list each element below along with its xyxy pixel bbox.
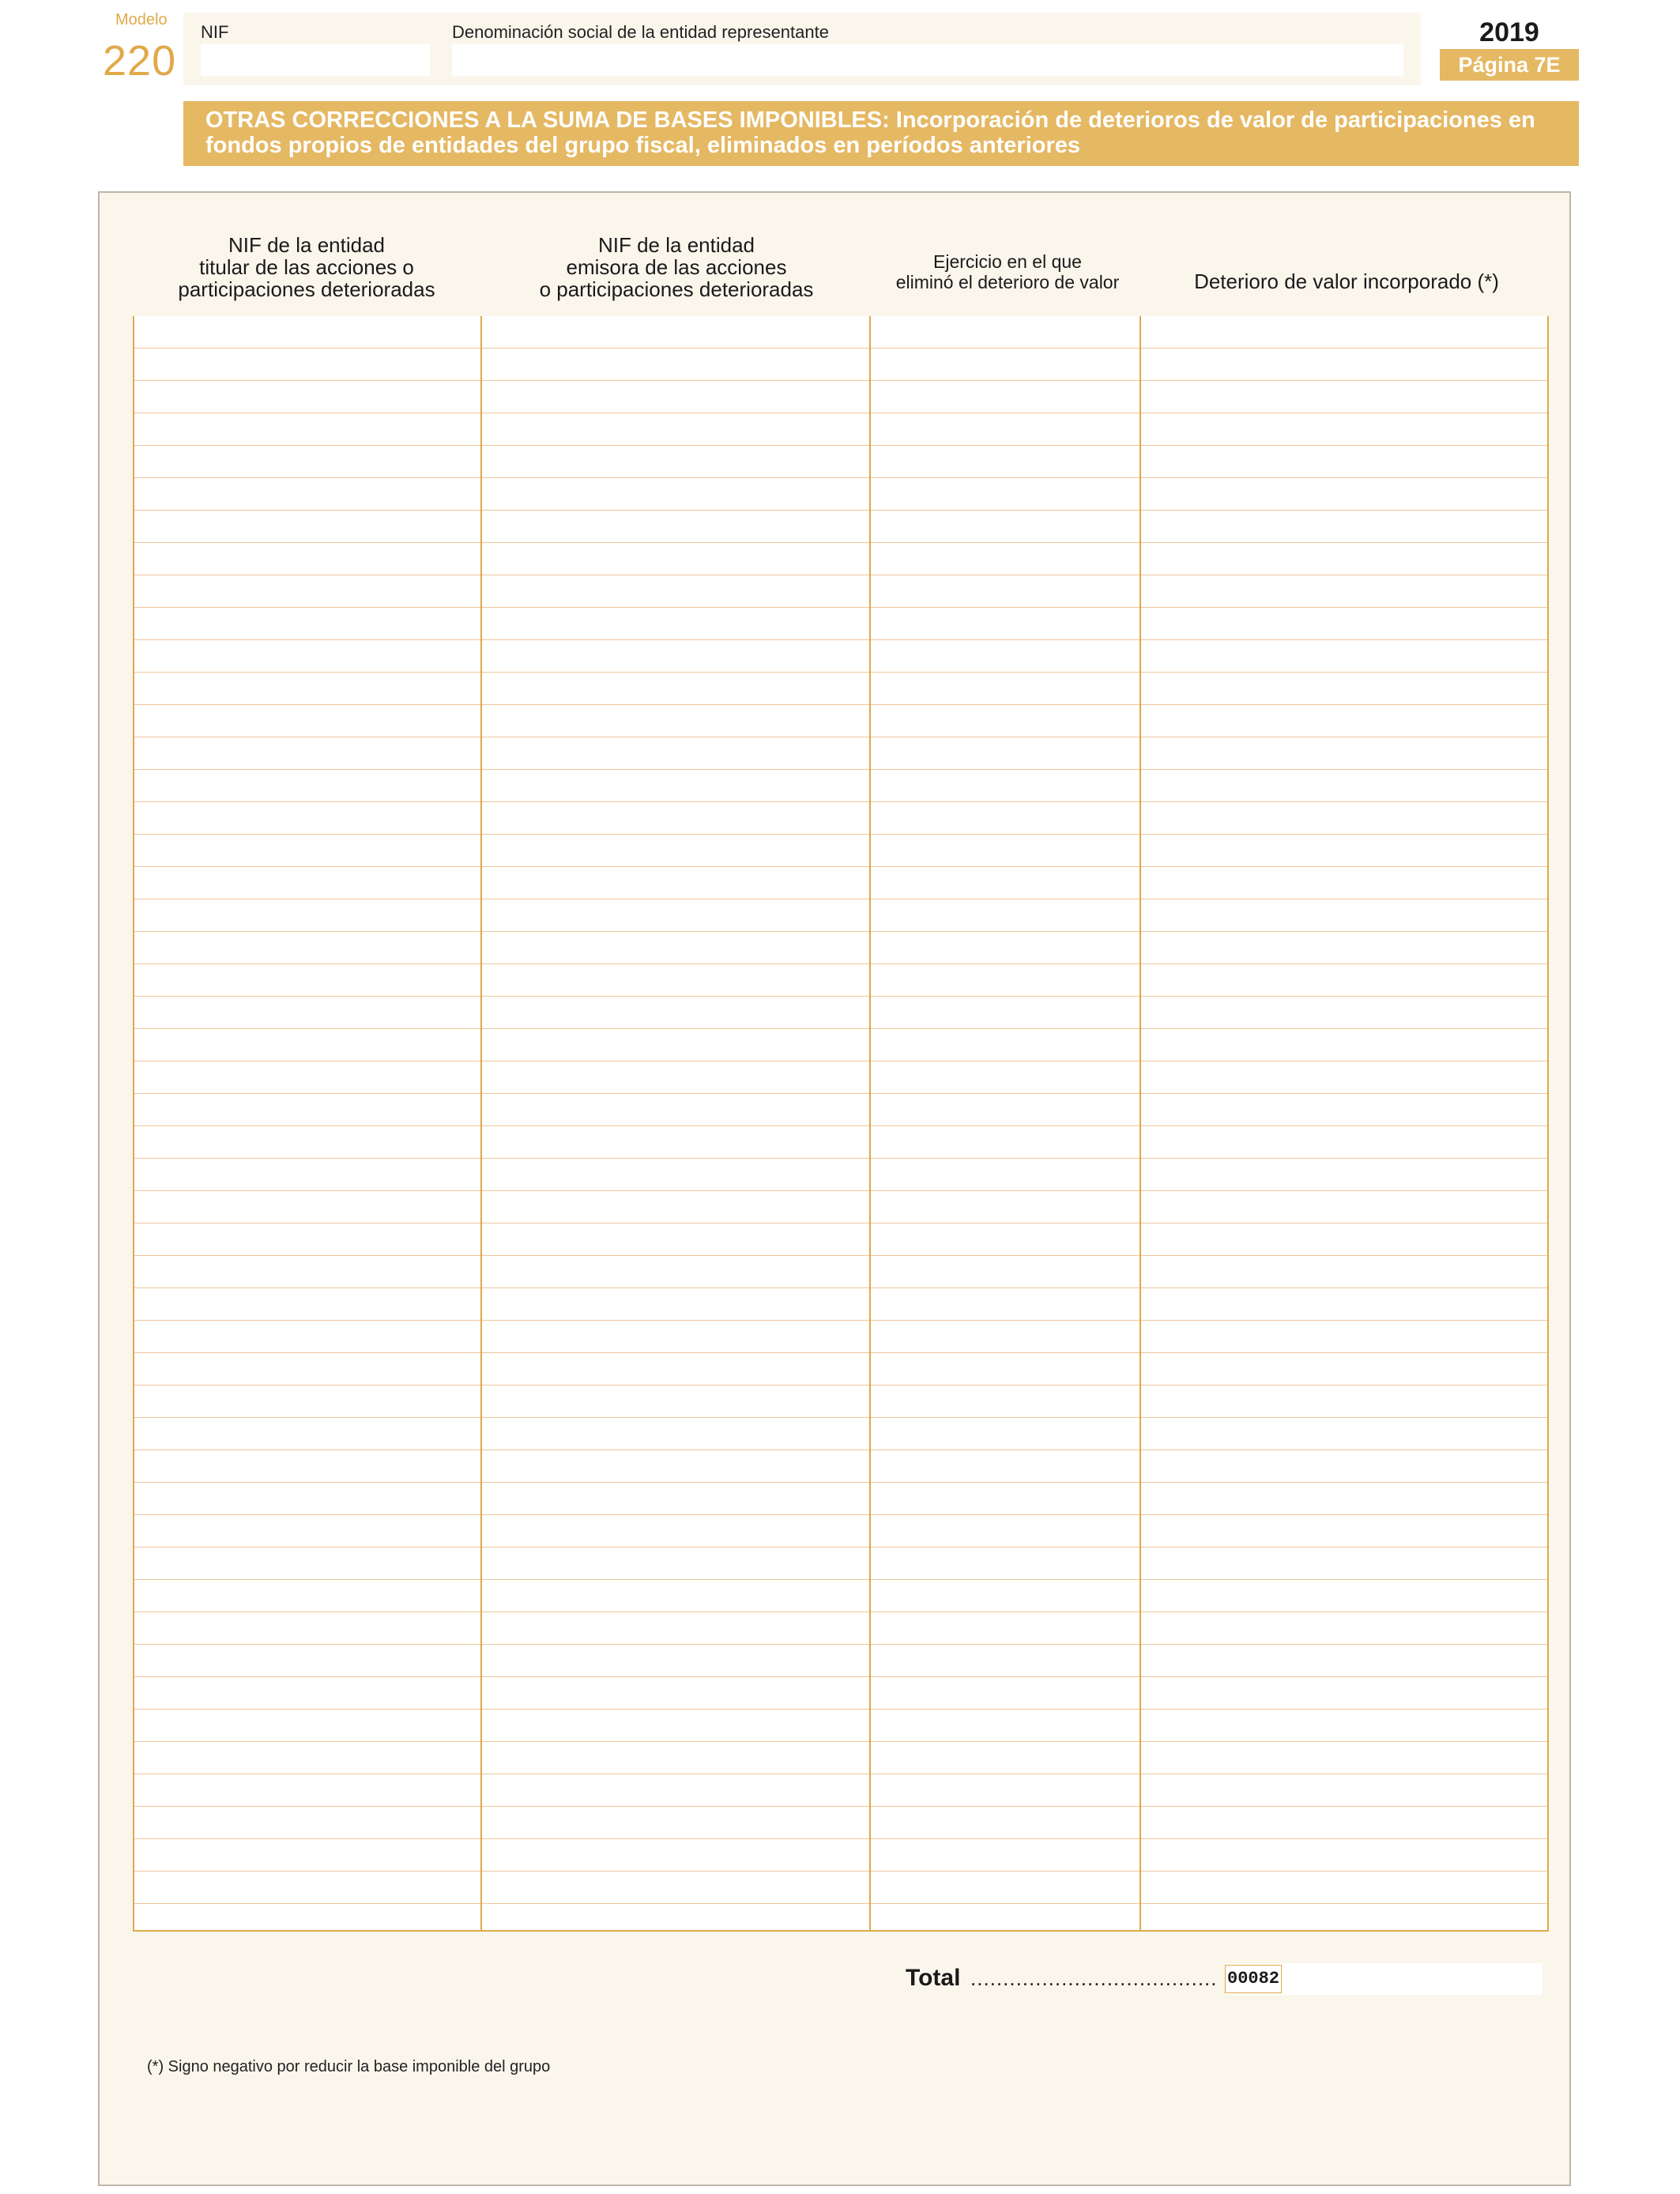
column-divider [869, 316, 871, 1930]
section-title [183, 101, 1579, 166]
column-header-ejercicio: Ejercicio en el que eliminó el deterioro de valor [895, 251, 1120, 292]
modelo-label: Modelo [115, 11, 168, 28]
nif-label: NIF [201, 22, 229, 42]
column-header-deterioro: Deterioro de valor incorporado (*) [1194, 270, 1499, 293]
header-box [183, 13, 1421, 85]
column-header-nif-titular: NIF de la entidad titular de las acciones o participaciones deterioradas [178, 233, 435, 301]
column-header-nif-emisora: NIF de la entidad emisora de las acciones o participaciones deterioradas [539, 233, 814, 301]
total-leader-dots: ...................................... [970, 1966, 1218, 1990]
box-code: 00082 [1225, 1965, 1282, 1993]
form-panel [98, 191, 1571, 2186]
total-field[interactable] [1225, 1963, 1543, 1995]
column-divider [480, 316, 482, 1930]
denominacion-field[interactable] [452, 44, 1403, 76]
denominacion-label: Denominación social de la entidad representante [452, 22, 829, 42]
nif-field[interactable] [201, 44, 430, 76]
footnote: (*) Signo negativo por reducir la base imponible del grupo [147, 2058, 551, 2075]
column-divider [1139, 316, 1141, 1930]
section-title-line-1: OTRAS CORRECCIONES A LA SUMA DE BASES IMPONIBLES: Incorporación de deterioros de valor de participaciones en [205, 107, 1535, 133]
total-label: Total [906, 1965, 961, 1991]
year-badge: 2019 [1440, 17, 1579, 47]
modelo-number: 220 [103, 37, 177, 85]
section-title-line-2: fondos propios de entidades del grupo fiscal, eliminados en períodos anteriores [205, 133, 1081, 158]
page-badge: Página 7E [1440, 49, 1579, 81]
data-table[interactable] [133, 316, 1549, 1932]
